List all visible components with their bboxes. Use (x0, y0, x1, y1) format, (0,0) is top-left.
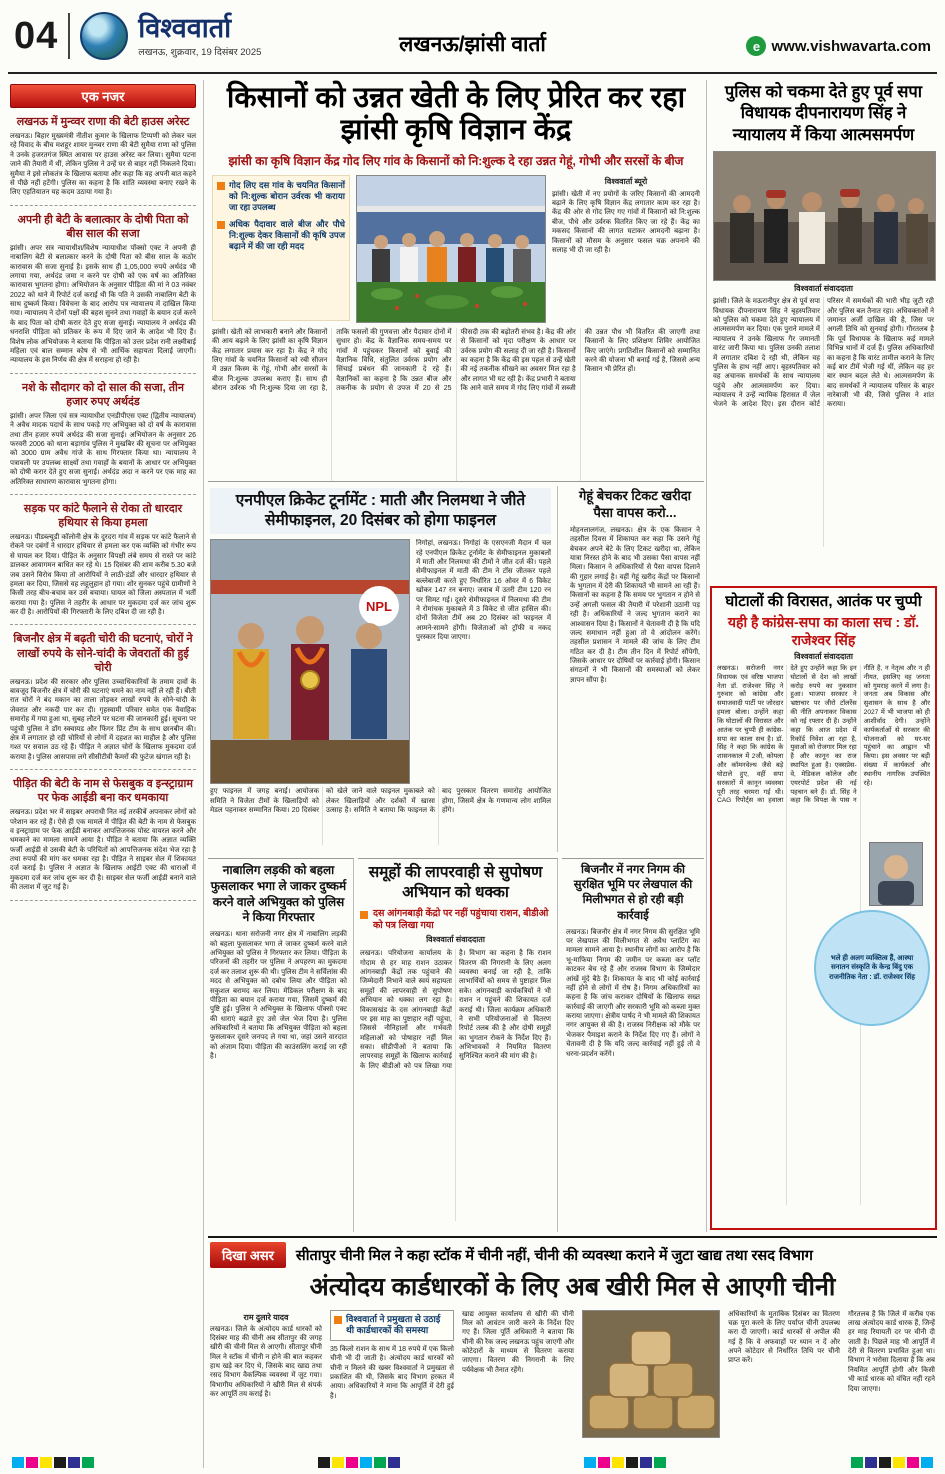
brief-headline: नशे के सौदागर को दो साल की सजा, तीन हजार रुपए अर्थदंड (22, 381, 184, 408)
lead-subhead: झांसी का कृषि विज्ञान केंद्र गोद लिए गांव के किसानों को नि:शुल्क दे रहा उन्नत गेहूं, गोभी और सरसों के बीज (228, 153, 684, 168)
wheat-ticket-story (566, 486, 704, 852)
brief-headline: सड़क पर कांटे फैलाने से रोका तो धारदार हथियार से किया हमला (23, 502, 183, 529)
news-brief (10, 777, 196, 901)
brief-headline: बिजनौर क्षेत्र में बढ़ती चोरी की घटनाएं, चोरों ने लाखों रुपये के सोने-चांदी के जेवरातों की हुई चोरी (13, 633, 193, 674)
politics-kicker: घोटालों की विरासत, आतंक पर चुप्पी (725, 593, 922, 610)
wheat-body-text: मोहनलालगंज, लखनऊ। क्षेत्र के एक किसान ने तहसील दिवस में शिकायत कर कहा कि उसने गेहूं बेचकर अपने बेटे के लिए टिकट खरीदा था, लेकिन यात्रा निरस्त होने के बाद भी उसका पैसा वापस नहीं मिला। किसान ने अधिकारियों से पैसा वापस दिलाने की गुहार लगाई है। वहीं गेहूं खरीद केंद्रों पर किसानों के भुगतान में देरी की शिकायतें भी सामने आ रही हैं। किसानों का कहना है कि समय पर भुगतान न होने से उन्हें अगली फसल की तैयारी में परेशानी उठानी पड़ रही है। अधिकारियों ने जल्द भुगतान कराने का आश्वासन दिया है। किसानों ने चेतावनी दी है कि यदि जल्द समाधान नहीं हुआ तो वे आंदोलन करेंगे। तहसील प्रशासन ने मामले की जांच के लिए टीम गठित कर दी है। टीम तीन दिन में रिपोर्ट सौंपेगी, जिसके आधार पर दोषियों पर कार्रवाई होगी। किसान संगठनों ने भी किसानों की समस्याओं को लेकर ज्ञापन सौंपा है। (570, 526, 700, 684)
lead-highlight: अधिक पैदावार वाले बीज और पौधे नि:शुल्क देकर किसानों की कृषि उपज बढ़ाने में की जा रही मदद (229, 219, 345, 252)
lead-body-text: झांसी। खेती को लाभकारी बनाने और किसानों की आय बढ़ाने के लिए झांसी का कृषि विज्ञान केंद्र लगातार प्रयास कर रहा है। केंद्र ने गोद लिए गांवों के चयनित किसानों को रबी सीजन में उन्नत किस्म के गेहूं, गोभी और सरसों के बीज नि:शुल्क उपलब्ध कराए हैं। साथ ही बोरान उर्वरक भी नि:शुल्क दिया जा रहा है, ताकि फसलों की गुणवत्ता और पैदावार दोनों में सुधार हो। केंद्र के वैज्ञानिक समय-समय पर गांवों में पहुंचकर किसानों को बुवाई की वैज्ञानिक विधि, संतुलित उर्वरक प्रयोग और सिंचाई प्रबंधन की जानकारी दे रहे हैं। वैज्ञानिकों का कहना है कि उन्नत बीज और तकनीक के प्रयोग से उपज में 20 से 25 फीसदी तक की बढ़ोतरी संभव है। केंद्र की ओर से किसानों को मृदा परीक्षण के आधार पर उर्वरक प्रयोग की सलाह दी जा रही है। किसानों का कहना है कि केंद्र की इस पहल से उन्हें खेती की नई तकनीक सीखने का अवसर मिल रहा है और लागत भी घट रही है। केंद्र प्रभारी ने बताया कि आने वाले समय में गोद लिए गांवों में सब्जी की उन्नत पौध भी वितरित की जाएगी तथा किसानों के लिए प्रशिक्षण शिविर आयोजित किए जाएंगे। प्रगतिशील किसानों को सम्मानित करने की योजना भी बनाई गई है, जिससे अन्य किसान भी प्रेरित हों। (212, 328, 700, 393)
politics-byline: विश्ववार्ता संवाददाता (794, 652, 853, 661)
masthead (0, 8, 945, 70)
nutrition-headline: समूहों की लापरवाही से सुपोषण अभियान को धक्का (368, 864, 543, 901)
cricket-side-text: निगोहां, लखनऊ। निगोहां के एसएनजी मैदान में चल रहे एनपीएल क्रिकेट टूर्नामेंट के सेमीफाइनल मुकाबलों में माती और निलमथा की टीमों ने जीत दर्ज की। पहले सेमीफाइनल में माती की टीम ने टॉस जीतकर पहले बल्लेबाजी करते हुए निर्धारित 16 ओवर में 6 विकेट खोकर 147 रन बनाए। जवाब में उतरी टीम 120 रन पर सिमट गई। दूसरे सेमीफाइनल में निलमथा की टीम ने रोमांचक मुकाबले में 3 विकेट से जीत हासिल की। दोनों विजेता टीमें अब 20 दिसंबर को फाइनल में आमने-सामने होंगी। विजेताओं को ट्रॉफी व नकद पुरस्कार दिया जाएगा। (416, 540, 551, 642)
bijnor-body-text: लखनऊ। बिजनौर क्षेत्र में नगर निगम की सुरक्षित भूमि पर लेखपाल की मिलीभगत से अवैध प्लाटिंग का मामला सामने आया है। स्थानीय लोगों का आरोप है कि भू-माफिया निगम की जमीन पर कब्जा कर प्लॉट काटकर बेच रहे हैं और राजस्व विभाग के जिम्मेदार आंखें मूंदे बैठे हैं। शिकायत के बाद भी कोई कार्रवाई नहीं होने से लोगों में रोष है। निगम अधिकारियों का कहना है कि जांच कराकर दोषियों के खिलाफ सख्त कार्रवाई की जाएगी और सरकारी भूमि को कब्जा मुक्त कराया जाएगा। क्षेत्रीय पार्षद ने भी मामले की शिकायत नगर आयुक्त से की है। राजस्व निरीक्षक को मौके पर भेजकर पैमाइश कराने के निर्देश दिए गए हैं। लोगों ने चेतावनी दी है कि यदि जल्द कार्रवाई नहीं हुई तो वे धरना-प्रदर्शन करेंगे। (566, 928, 700, 1058)
brief-body: झांसी। अपर जिला एवं सत्र न्यायाधीश एनडीपीएस एक्ट (द्वितीय न्यायालय) ने अवैध मादक पदार्थ के साथ पकड़े गए अभियुक्त को दो वर्ष के कारावास तथा तीन हजार रुपये अर्थदंड की सजा सुनाई। अभियोजन के अनुसार 26 फरवरी 2006 को थाना बड़ागांव पुलिस ने मुखबिर की सूचना पर अभियुक्त को 3000 ग्राम अवैध गांजे के साथ गिरफ्तार किया था। न्यायालय ने पत्रावली पर उपलब्ध साक्ष्यों तथा गवाहों के बयानों के आधार पर अभियुक्त को दोषी करार देते हुए सजा सुनाई। अर्थदंड अदा न करने पर एक माह का अतिरिक्त साधारण कारावास भुगतना होगा। (10, 412, 196, 486)
cricket-body-text: हुए फाइनल में जगह बनाई। आयोजक समिति ने विजेता टीमों के खिलाड़ियों को मेडल पहनाकर सम्मानित किया। 20 दिसंबर को खेले जाने वाले फाइनल मुकाबले को लेकर खिलाड़ियों और दर्शकों में खासा उत्साह है। समिति ने बताया कि फाइनल के बाद पुरस्कार वितरण समारोह आयोजित होगा, जिसमें क्षेत्र के गणमान्य लोग शामिल होंगे। (210, 788, 551, 815)
ek-najar-column (8, 80, 204, 1468)
rajeshwar-singh-portrait (869, 842, 923, 906)
politics-headline: यही है कांग्रेस-सपा का काला सच : डॉ. राजेश्वर सिंह (727, 614, 920, 648)
website-url: www.vishwavarta.com (771, 37, 931, 55)
sugar-headline: अंत्योदय कार्डधारकों के लिए अब खीरी मिल से आएगी चीनी (309, 1273, 836, 1301)
surrender-photo-court-crowd (713, 151, 936, 281)
arrest-body-text: लखनऊ। थाना सरोजनी नगर क्षेत्र में नाबालिग लड़की को बहला फुसलाकर भगा ले जाकर दुष्कर्म करने वाले अभियुक्त को पुलिस ने गिरफ्तार कर लिया। पीड़िता के परिजनों की तहरीर पर पुलिस ने अपहरण का मुकदमा दर्ज कर तलाश शुरू की थी। पुलिस टीम ने सर्विलांस की मदद से अभियुक्त को दबोच लिया और पीड़िता को सकुशल बरामद कर लिया। मेडिकल परीक्षण के बाद पीड़िता का बयान दर्ज कराया गया, जिसमें दुष्कर्म की पुष्टि हुई। पुलिस ने अभियुक्त के खिलाफ पॉक्सो एक्ट की धाराएं बढ़ाते हुए उसे जेल भेज दिया है। पुलिस अधिकारियों ने बताया कि अभियुक्त पीड़िता को बहला फुसलाकर दूसरे जनपद ले गया था, जहां उसने वारदात को अंजाम दिया। पीड़िता की काउंसलिंग कराई जा रही है। (210, 931, 347, 1061)
brief-headline: पीड़ित की बेटी के नाम से फेसबुक व इन्स्ट्राग्राम पर फेक आईडी बना कर धमकाया (13, 778, 193, 805)
sugar-col-text: गौरतलब है कि जिले में करीब एक लाख अंत्योदय कार्ड धारक हैं, जिन्हें हर माह रियायती दर पर चीनी दी जाती है। पिछले माह भी आपूर्ति में देरी से वितरण प्रभावित हुआ था। विभाग ने भरोसा दिलाया है कि अब नियमित आपूर्ति होगी और किसी भी कार्ड धारक को वंचित नहीं रहने दिया जाएगा। (848, 1310, 935, 1393)
brief-body: लखनऊ। प्रदेश की सरकार और पुलिस उच्चाधिकारियों के तमाम दावों के बावजूद बिजनौर क्षेत्र में चोरी की घटनाएं थमने का नाम नहीं ले रही हैं। बीती रात चोरों ने बंद मकान का ताला तोड़कर लाखों रुपये के सोने-चांदी के जेवरात और नकदी पार कर दी। गृहस्वामी परिवार समेत एक वैवाहिक समारोह में गया हुआ था, सुबह लौटने पर घटना की जानकारी हुई। सूचना पर पहुंची पुलिस ने डॉग स्क्वायड और फिंगर प्रिंट टीम के साथ छानबीन की। क्षेत्र में लगातार हो रही चोरियों से लोगों में दहशत का माहौल है और पुलिस गश्त पर सवाल उठ रहे हैं। पीड़ित ने अज्ञात चोरों के खिलाफ मुकदमा दर्ज कराया है। पुलिस आसपास लगे सीसीटीवी कैमरों की फुटेज खंगाल रही है। (10, 678, 196, 761)
bijnor-headline: बिजनौर में नगर निगम की सुरक्षित भूमि पर लेखपाल की मिलीभगत से हो रही बड़ी कार्रवाई (573, 864, 693, 922)
nutrition-subpoint: दस आंगनबाड़ी केंद्रो पर नहीं पहुंचाया राशन, बीडीओ को पत्र लिखा गया (373, 907, 549, 931)
edition-date-line: लखनऊ, शुक्रवार, 19 दिसंबर 2025 (138, 46, 262, 58)
brief-headline: लखनऊ में मुन्व्वर राणा की बेटी हाउस अरेस्ट (16, 116, 190, 128)
sugar-inset-title: विश्ववार्ता ने प्रमुखता से उठाई थी कार्डधारकों की समस्या (346, 1313, 441, 1336)
masthead-divider (68, 13, 70, 59)
lead-highlight: गोद लिए दस गांव के चयनित किसानों को नि:शुल्क बोरान उर्वरक भी कराया जा रहा उपलब्ध (229, 179, 345, 213)
print-registration-marks (0, 1457, 945, 1469)
news-brief (10, 632, 196, 770)
lead-story (208, 80, 704, 482)
brief-body: झांसी। अपर सत्र न्यायाधीश/विशेष न्यायाधीश पॉक्सो एक्ट ने अपनी ही नाबालिग बेटी से बलात्कार करने के दोषी पिता को बीस साल के कठोर कारावास की सजा सुनाई है। इसके साथ ही 1,05,000 रुपये अर्थदंड भी लगाया गया, अर्थदंड जमा न करने पर दोषी को एक वर्ष का अतिरिक्त कारावास भुगतना होगा। अभियोजन के अनुसार पीड़िता की मां ने 03 नवंबर 2022 को थाने में रिपोर्ट दर्ज कराई थी कि पति ने उसकी नाबालिग बेटी के साथ दुष्कर्म किया। विवेचना के बाद आरोप पत्र न्यायालय में दाखिल किया गया। न्यायालय ने दोनों पक्षों की बहस सुनने तथा गवाहों के बयान दर्ज करने के बाद पिता को दोषी करार देते हुए सजा सुनाई। न्यायालय ने अर्थदंड की धनराशि पीड़िता को प्रतिकर के रूप में दिए जाने के आदेश भी दिए हैं। विशेष लोक अभियोजक ने बताया कि पीड़िता को उत्तर प्रदेश रानी लक्ष्मीबाई महिला एवं बाल सम्मान कोष से भी आर्थिक सहायता दिलाई जाएगी। न्यायालय के इस निर्णय की क्षेत्र में सराहना हो रही है। (10, 244, 196, 365)
nutrition-body-text: लखनऊ। परियोजना कार्यालय के गोदाम से हर माह राशन उठाकर आंगनबाड़ी केंद्रों तक पहुंचाने की जिम्मेदारी निभाने वाले स्वयं सहायता समूहों की लापरवाही से सुपोषण अभियान को धक्का लग रहा है। विकासखंड के दस आंगनबाड़ी केंद्रों पर इस माह का पुष्टाहार नहीं पहुंचा, जिससे नौनिहालों और गर्भवती महिलाओं को पोषाहार नहीं मिल सका। सीडीपीओ ने बताया कि लापरवाह समूहों के खिलाफ कार्रवाई के लिए बीडीओ को पत्र लिखा गया है। विभाग का कहना है कि राशन वितरण की निगरानी के लिए अलग व्यवस्था बनाई जा रही है, ताकि लाभार्थियों को समय से पुष्टाहार मिल सके। आंगनबाड़ी कार्यकत्रियों ने भी राशन न पहुंचने की शिकायत दर्ज कराई थी। जिला कार्यक्रम अधिकारी ने सभी परियोजनाओं से वितरण रिपोर्ट तलब की है और दोषी समूहों का भुगतान रोकने के निर्देश दिए हैं। अभिभावकों ने नियमित वितरण सुनिश्चित कराने की मांग की है। (360, 950, 551, 1070)
bijnor-land-story (562, 858, 704, 1232)
npl-banner-text: NPL (366, 599, 392, 615)
impact-badge: दिखा असर (210, 1242, 286, 1268)
masthead-rule (8, 72, 937, 74)
page-section-title: लखनऊ/झांसी वार्ता (399, 33, 546, 56)
brief-body: लखनऊ। बिहार मुख्यमंत्री नीतीश कुमार के खिलाफ टिप्पणी को लेकर चल रहे विवाद के बीच मशहूर शायर मुन्व्वर राणा की बेटी सुमैया राणा को पुलिस ने उनके हजरतगंज स्थित आवास पर हाउस अरेस्ट कर लिया। सुमैया पटना जाने की तैयारी में थीं, लेकिन पुलिस ने उन्हें घर से बाहर नहीं निकलने दिया। सुमैया ने इसे लोकतंत्र के खिलाफ बताया और कहा कि वह अपनी बात कहने से पीछे नहीं हटेंगी। पुलिस का कहना है कि शांति व्यवस्था बनाए रखने के लिए एहतियातन यह कदम उठाया गया है। (10, 133, 196, 197)
arrest-story (208, 858, 354, 1232)
vishwavarta-globe-logo-icon (80, 12, 128, 60)
surrender-body-text: झांसी। जिले के मऊरानीपुर क्षेत्र से पूर्व सपा विधायक दीपनारायण सिंह ने बृहस्पतिवार को पुलिस को चकमा देते हुए न्यायालय में आत्मसमर्पण कर दिया। एक पुराने मामले में न्यायालय ने उनके खिलाफ गैर जमानती वारंट जारी किया था। पुलिस उनकी तलाश में लगातार दबिश दे रही थी, लेकिन वह पुलिस के हाथ नहीं आए। बृहस्पतिवार को वह अचानक समर्थकों के साथ न्यायालय पहुंचे और आत्मसमर्पण कर दिया। न्यायालय ने उन्हें न्यायिक हिरासत में जेल भेजने के आदेश दिए। इस दौरान कोर्ट परिसर में समर्थकों की भारी भीड़ जुटी रही और पुलिस बल तैनात रहा। अधिवक्ताओं ने जमानत अर्जी दाखिल की है, जिस पर अगली तिथि को सुनवाई होगी। गौरतलब है कि पूर्व विधायक के खिलाफ कई मामले विभिन्न थानों में दर्ज हैं। पुलिस अधिकारियों का कहना है कि वारंट तामील कराने के लिए कई बार टीमें भेजी गई थीं, लेकिन वह हर बार स्थान बदल लेते थे। आत्मसमर्पण के बाद समर्थकों ने न्यायालय परिसर के बाहर नारेबाजी भी की, जिसे पुलिस ने शांत कराया। (713, 298, 934, 409)
nutrition-story (358, 858, 558, 1232)
politics-pull-quote: भले ही अलग व्यक्तित्व हैं, आस्था सनातन संस्कृति के केन्द्र बिंदु एक राजनीतिक नेता : डॉ. राजेश्वर सिंह (814, 910, 930, 1026)
bullet-square-icon (217, 182, 225, 190)
sugar-col-text: खाद्य आयुक्त कार्यालय से खीरी की चीनी मिल को आवंटन जारी करने के निर्देश दिए गए हैं। जिला पूर्ति अधिकारी ने बताया कि चीनी की रैक जल्द लखनऊ पहुंच जाएगी और कोटेदारों के माध्यम से वितरण कराया जाएगा। वितरण की निगरानी के लिए पर्यवेक्षक भी तैनात रहेंगे। (462, 1310, 574, 1374)
lead-highlights-box (212, 175, 350, 321)
brief-body: लखनऊ। प्रदेश भर में साइबर अपराधी नित नई तरकीबें अपनाकर लोगों को परेशान कर रहे हैं। ऐसे ही एक मामले में पीड़ित की बेटी के नाम से फेसबुक व इन्स्ट्राग्राम पर फेक आईडी बनाकर आपत्तिजनक पोस्ट वायरल करने और धमकाने का मामला सामने आया है। पीड़ित ने बताया कि अज्ञात व्यक्ति फर्जी आईडी से उसकी बेटी के परिचितों को आपत्तिजनक संदेश भेज रहा है तथा रुपयों की मांग कर धमका रहा है। पीड़ित ने साइबर सेल में शिकायत दर्ज कराई है। पुलिस ने अज्ञात के खिलाफ आईटी एक्ट की धाराओं में मुकदमा दर्ज कर जांच शुरू कर दी है। साइबर सेल फर्जी आईडी बनाने वाले की तलाश में जुट गई है। (10, 809, 196, 892)
ek-najar-badge: एक नजर (10, 84, 196, 108)
lead-headline: किसानों को उन्नत खेती के लिए प्रेरित कर रहा झांसी कृषि विज्ञान केंद्र (226, 82, 686, 147)
page-number: 04 (14, 15, 59, 57)
cricket-photo-prize-ceremony (210, 539, 410, 784)
lead-byline: विश्ववार्ता ब्यूरो (604, 176, 648, 186)
lead-side-text: झांसी। खेती में नए प्रयोगों के जरिए किसानों की आमदनी बढ़ाने के लिए कृषि विज्ञान केंद्र लगातार काम कर रहा है। केंद्र की ओर से गोद लिए गए गांवों में किसानों को नि:शुल्क बीज, पौधे और उर्वरक वितरित किए जा रहे हैं। केंद्र का मकसद किसानों की लागत घटाकर आमदनी बढ़ाना है। किसानों को मौसम के अनुसार फसल चक्र अपनाने की सलाह भी दी जा रही है। (552, 190, 700, 254)
lead-photo-field-event (356, 175, 546, 323)
masthead-title: विश्ववार्ता (138, 13, 232, 44)
sugar-byline: राम दुलारे यादव (243, 1312, 289, 1322)
surrender-byline: विश्ववार्ता संवाददाता (794, 284, 853, 294)
surrender-headline: पुलिस को चकमा देते हुए पूर्व सपा विधायक दीपनारायण सिंह ने न्यायालय में किया आत्मसमर्पण (724, 83, 923, 144)
politics-body-text: लखनऊ। सरोजनी नगर विधायक एवं वरिष्ठ भाजपा नेता डॉ. राजेश्वर सिंह ने गुरुवार को कांग्रेस और समाजवादी पार्टी पर जोरदार हमला बोला। उन्होंने कहा कि घोटालों की विरासत और आतंक पर चुप्पी ही कांग्रेस-सपा का काला सच है। डॉ. सिंह ने कहा कि कांग्रेस के शासनकाल में 2जी, कोयला और कॉमनवेल्थ जैसे बड़े घोटाले हुए, वहीं सपा सरकारों में कानून व्यवस्था पूरी तरह चरमरा गई थी। CAG रिपोर्ट्स का हवाला देते हुए उन्होंने कहा कि इन घोटालों से देश को लाखों करोड़ रुपये का नुकसान हुआ। भाजपा सरकार ने भ्रष्टाचार पर जीरो टॉलरेंस की नीति अपनाकर विकास को नई रफ्तार दी है। उन्होंने कहा कि आज प्रदेश में रिकॉर्ड निवेश आ रहा है, युवाओं को रोजगार मिल रहा है और कानून का राज स्थापित हुआ है। एक्सप्रेस-वे, मेडिकल कॉलेज और एयरपोर्ट प्रदेश की नई पहचान बने हैं। डॉ. सिंह ने कहा कि विपक्ष के पास न नीति है, न नेतृत्व और न ही नीयत, इसलिए वह जनता को गुमराह करने में लगा है। जनता अब विकास और सुशासन के साथ है और 2027 में भी भाजपा को ही आशीर्वाद देगी। उन्होंने कार्यकर्ताओं से सरकार की योजनाओं को घर-घर पहुंचाने का आह्वान भी किया। इस अवसर पर बड़ी संख्या में कार्यकर्ता और स्थानीय नागरिक उपस्थित रहे। (717, 665, 930, 805)
sugar-col-text: अधिकारियों के मुताबिक दिसंबर का वितरण चक्र पूरा करने के लिए पर्याप्त चीनी उपलब्ध करा दी जाएगी। कार्ड धारकों से अपील की गई है कि वे अफवाहों पर ध्यान न दें और अपने कोटेदार से निर्धारित तिथि पर चीनी प्राप्त करें। (728, 1310, 840, 1365)
news-brief (10, 213, 196, 374)
cricket-story (208, 486, 558, 852)
brief-body: लखनऊ। पीडब्ल्यूडी कॉलोनी क्षेत्र के दुरदरा गांव में सड़क पर कांटे फैलाने से रोकने पर दबंगों ने धारदार हथियार से हमला कर एक व्यक्ति को गंभीर रूप से घायल कर दिया। पीड़ित के अनुसार विपक्षी लंबे समय से रास्ते पर कांटे डालकर आवागमन बाधित कर रहे थे। 15 दिसंबर की शाम करीब 5.30 बजे जब उसने विरोध किया तो आरोपियों ने लाठी-डंडों और धारदार हथियार से हमला कर दिया, जिससे वह लहूलुहान हो गया। शोर सुनकर पहुंचे ग्रामीणों ने किसी तरह बीच-बचाव कर उसे बचाया। घायल को जिला अस्पताल में भर्ती कराया गया है। पुलिस ने तहरीर के आधार पर मुकदमा दर्ज कर जांच शुरू कर दी है। आरोपियों की गिरफ्तारी के लिए दबिश दी जा रही है। (10, 534, 196, 617)
news-brief (10, 502, 196, 626)
website-e-icon: e (746, 36, 766, 56)
news-brief (10, 381, 196, 495)
sugar-strip-headline: सीतापुर चीनी मिल ने कहा स्टॉक में चीनी नहीं, चीनी की व्यवस्था कराने में जुटा खाद्य तथा रसद विभाग (295, 1248, 813, 1264)
surrender-story (710, 80, 937, 582)
cricket-headline: एनपीएल क्रिकेट टूर्नामेंट : माती और निलमथा ने जीते सेमीफाइनल, 20 दिसंबर को होगा फाइनल (210, 488, 551, 534)
lead-side-column (552, 175, 700, 321)
news-brief (10, 115, 196, 206)
wheat-headline: गेहूं बेचकर टिकट खरीदा पैसा वापस करो... (578, 488, 692, 520)
sugar-col-text: 35 किलो राशन के साथ में 18 रुपये में एक किलो चीनी भी दी जाती है। अंत्योदय कार्ड धारकों को चीनी न मिलने की खबर विश्ववार्ता ने प्रमुखता से प्रकाशित की थी, जिसके बाद विभाग हरकत में आया। अधिकारियों ने माना कि आपूर्ति में देरी हुई है। (330, 1345, 454, 1400)
sugar-sacks-photo (582, 1310, 720, 1438)
arrest-headline: नाबालिग लड़की को बहला फुसलाकर भगा ले जाकर दुष्कर्म करने वाले अभियुक्त को पुलिस ने किया गिरफ्तार (210, 863, 347, 925)
sugar-col-text: लखनऊ। जिले के अंत्योदय कार्ड धारकों को दिसंबर माह की चीनी अब सीतापुर की जगह खीरी की चीनी मिल से आएगी। सीतापुर चीनी मिल ने स्टॉक में चीनी न होने की बात कहकर हाथ खड़े कर दिए थे, जिसके बाद खाद्य तथा रसद विभाग वैकल्पिक व्यवस्था में जुट गया। विभागीय अधिकारियों ने खीरी मिल से संपर्क कर आपूर्ति तय कराई है। (210, 1325, 322, 1399)
bullet-square-icon (360, 911, 368, 919)
sugar-story (208, 1236, 937, 1448)
politics-statement-story (710, 586, 937, 1230)
column-divider (706, 80, 707, 1232)
bullet-square-icon (334, 1316, 342, 1324)
nutrition-byline: विश्ववार्ता संवाददाता (426, 935, 485, 945)
sugar-inset-box (330, 1310, 454, 1341)
bullet-square-icon (217, 221, 225, 229)
brief-headline: अपनी ही बेटी के बलात्कार के दोषी पिता को बीस साल की सजा (17, 213, 189, 240)
